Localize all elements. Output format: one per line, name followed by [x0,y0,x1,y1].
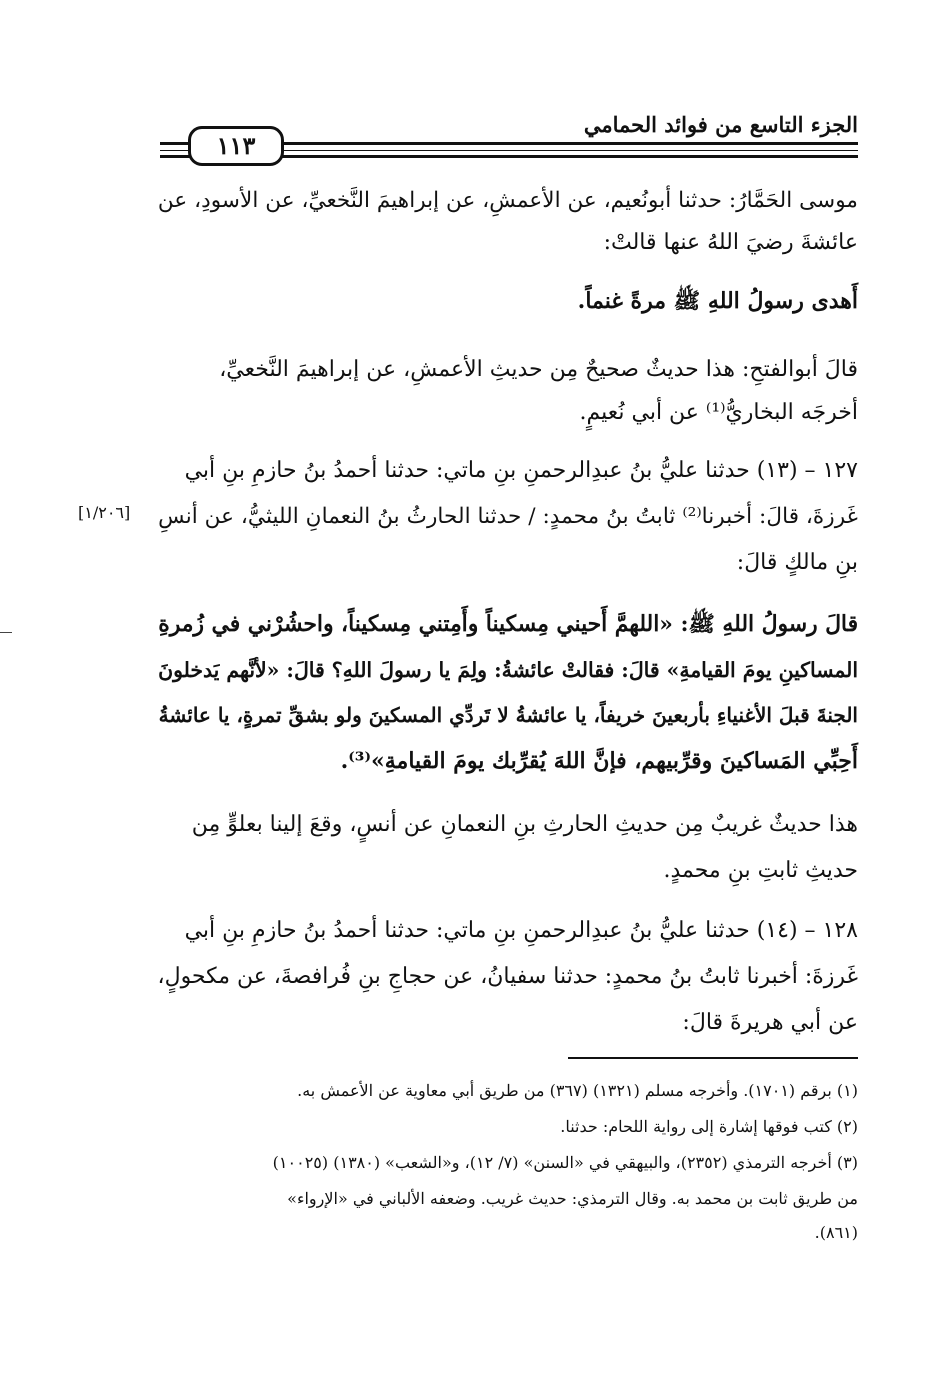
margin-mark [0,632,12,633]
body-line: أَحِبِّي المَساكينَ وقرِّبيهم، فإنَّ اللهَ يُقرِّبك يومَ القيامةِ»⁽³⁾. [340,748,858,774]
body-line: الجنةَ قبلَ الأغنياءِ بأربعينَ خريفاً، يا عائشةُ لا تَردِّي المسكينَ ولو بشقِّ تمرةٍ، يا عائشةُ [158,703,858,727]
footnote: (٢) كتب فوقها إشارة إلى رواية اللحام: حدثنا. [560,1117,858,1136]
footnote-separator [568,1057,858,1059]
running-title: الجزء التاسع من فوائد الحمامي [583,112,858,137]
body-line: أخرجَه البخاريُّ⁽¹⁾ عن أبي نُعيمٍ. [579,400,858,425]
body-line: غَرزةَ: أخبرنا ثابتُ بنُ محمدٍ: حدثنا سفيانُ، عن حجاجِ بنِ فُرافصةَ، عن مكحولٍ، [157,964,858,989]
manuscript-folio-note: [١/٢٠٦] [78,503,131,522]
body-line: عن أبي هريرةَ قالَ: [682,1010,858,1035]
footnote-continuation: من طريق ثابت بن محمد به. وقال الترمذي: حديث غريب. وضعفه الألباني في «الإرواء» [287,1189,858,1208]
body-line: عائشةَ رضيَ اللهُ عنها قالتْ: [603,230,858,255]
body-line: هذا حديثٌ غريبٌ مِن حديثِ الحارثِ بنِ النعمانِ عن أنسٍ، وقعَ إلينا بعلوٍّ مِن [191,812,858,837]
page-number: ١١٣ [188,126,284,166]
footnote-continuation: (٨٦١). [814,1223,858,1242]
body-line: بنِ مالكٍ قالَ: [736,550,858,575]
body-line: قالَ رسولُ اللهِ ﷺ: «اللهمَّ أَحيني مِسكيناً وأَمِتني مِسكيناً، واحشُرْني في زُمرةِ [158,612,858,637]
body-line: ١٢٧ – (١٣) حدثنا عليُّ بنُ عبدِالرحمنِ بنِ ماتي: حدثنا أحمدُ بنُ حازمِ بنِ أبي [184,458,858,483]
body-line: حديثِ ثابتِ بنِ محمدٍ. [663,858,858,883]
body-line: غَرزةَ، قالَ: أخبرنا⁽²⁾ ثابتُ بنُ محمدٍ: / حدثنا الحارثُ بنُ النعمانِ الليثيُّ، عن أنسِ [158,504,858,529]
footnote: (٣) أخرجه الترمذي (٢٣٥٢)، والبيهقي في «السنن» (٧/ ١٢)، و«الشعب» (١٣٨٠) (١٠٠٢٥) [272,1153,858,1172]
footnote: (١) برقم (١٧٠١). وأخرجه مسلم (١٣٢١) (٣٦٧) من طريق أبي معاوية عن الأعمش به. [297,1081,858,1100]
body-line: أَهدى رسولُ اللهِ ﷺ مرةً غنماً. [577,288,858,314]
body-line: موسى الحَمَّارُ: حدثنا أبونُعيم، عن الأعمشِ، عن إبراهيمَ النَّخعيِّ، عن الأسودِ، عن [157,188,858,213]
page-header [160,112,858,162]
body-line: ١٢٨ – (١٤) حدثنا عليُّ بنُ عبدِالرحمنِ بنِ ماتي: حدثنا أحمدُ بنُ حازمِ بنِ أبي [184,918,858,943]
body-line: قالَ أبوالفتحِ: هذا حديثٌ صحيحٌ مِن حديثِ الأعمشِ، عن إبراهيمَ النَّخعيِّ، [219,357,858,382]
body-line: المساكينِ يومَ القيامةِ» قالَ: فقالتْ عائشةُ: ولِمَ يا رسولَ اللهِ؟ قالَ: «لأنَّهم يَدخلونَ [158,658,858,682]
